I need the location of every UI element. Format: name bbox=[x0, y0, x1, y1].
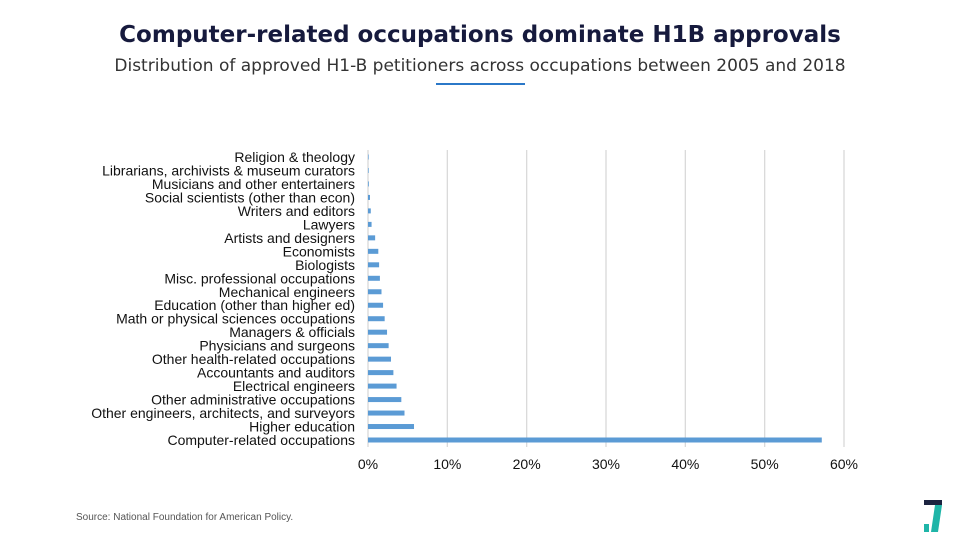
x-tick-label: 20% bbox=[512, 456, 541, 472]
bar bbox=[368, 397, 401, 402]
category-label: Education (other than higher ed) bbox=[154, 297, 355, 314]
category-label: Librarians, archivists & museum curators bbox=[102, 162, 355, 179]
category-label: Misc. professional occupations bbox=[164, 270, 355, 287]
category-label: Musicians and other entertainers bbox=[151, 175, 355, 192]
bar bbox=[368, 168, 369, 173]
bar bbox=[368, 370, 393, 375]
bar bbox=[368, 181, 369, 186]
bar bbox=[368, 343, 389, 348]
bar bbox=[368, 330, 387, 335]
bar bbox=[368, 155, 369, 160]
bar bbox=[368, 289, 381, 294]
bar bbox=[368, 411, 404, 416]
category-label: Lawyers bbox=[302, 216, 355, 233]
bar bbox=[368, 195, 370, 200]
bar bbox=[368, 249, 378, 254]
x-tick-label: 10% bbox=[433, 456, 462, 472]
category-label: Electrical engineers bbox=[232, 378, 355, 395]
brand-logo-icon bbox=[922, 498, 944, 534]
category-label: Accountants and auditors bbox=[197, 364, 355, 381]
category-label: Math or physical sciences occupations bbox=[116, 310, 355, 327]
bar bbox=[368, 276, 380, 281]
category-label: Artists and designers bbox=[224, 229, 355, 246]
category-label: Biologists bbox=[295, 256, 355, 273]
category-label: Other health-related occupations bbox=[151, 351, 355, 368]
bar bbox=[368, 235, 375, 240]
chart-subtitle: Distribution of approved H1-B petitioners across occupations between 2005 and 2018 bbox=[114, 56, 846, 76]
category-label: Mechanical engineers bbox=[218, 283, 355, 300]
category-label: Social scientists (other than econ) bbox=[144, 189, 355, 206]
bar bbox=[368, 384, 397, 389]
x-tick-label: 60% bbox=[829, 456, 859, 472]
category-label: Physicians and surgeons bbox=[199, 337, 355, 354]
category-label: Managers & officials bbox=[229, 324, 355, 341]
bar bbox=[368, 316, 385, 321]
bar bbox=[368, 357, 391, 362]
category-label: Computer-related occupations bbox=[167, 432, 355, 448]
bar bbox=[368, 438, 822, 443]
x-tick-label: 30% bbox=[591, 456, 621, 472]
bar bbox=[368, 208, 371, 213]
bar bbox=[368, 262, 379, 267]
category-label: Religion & theology bbox=[234, 149, 355, 165]
chart-title: Computer-related occupations dominate H1B approvals bbox=[119, 22, 841, 48]
category-label: Writers and editors bbox=[237, 202, 355, 219]
x-tick-label: 50% bbox=[750, 456, 779, 472]
x-tick-label: 0% bbox=[357, 456, 379, 472]
bar bbox=[368, 424, 414, 429]
category-label: Economists bbox=[282, 243, 355, 260]
source-note: Source: National Foundation for American Policy. bbox=[76, 512, 294, 523]
category-label: Other administrative occupations bbox=[151, 391, 355, 408]
bar bbox=[368, 222, 372, 227]
x-tick-label: 40% bbox=[671, 456, 700, 472]
category-label: Other engineers, architects, and surveyors bbox=[91, 405, 355, 422]
category-label: Higher education bbox=[249, 418, 355, 435]
bar bbox=[368, 303, 383, 308]
